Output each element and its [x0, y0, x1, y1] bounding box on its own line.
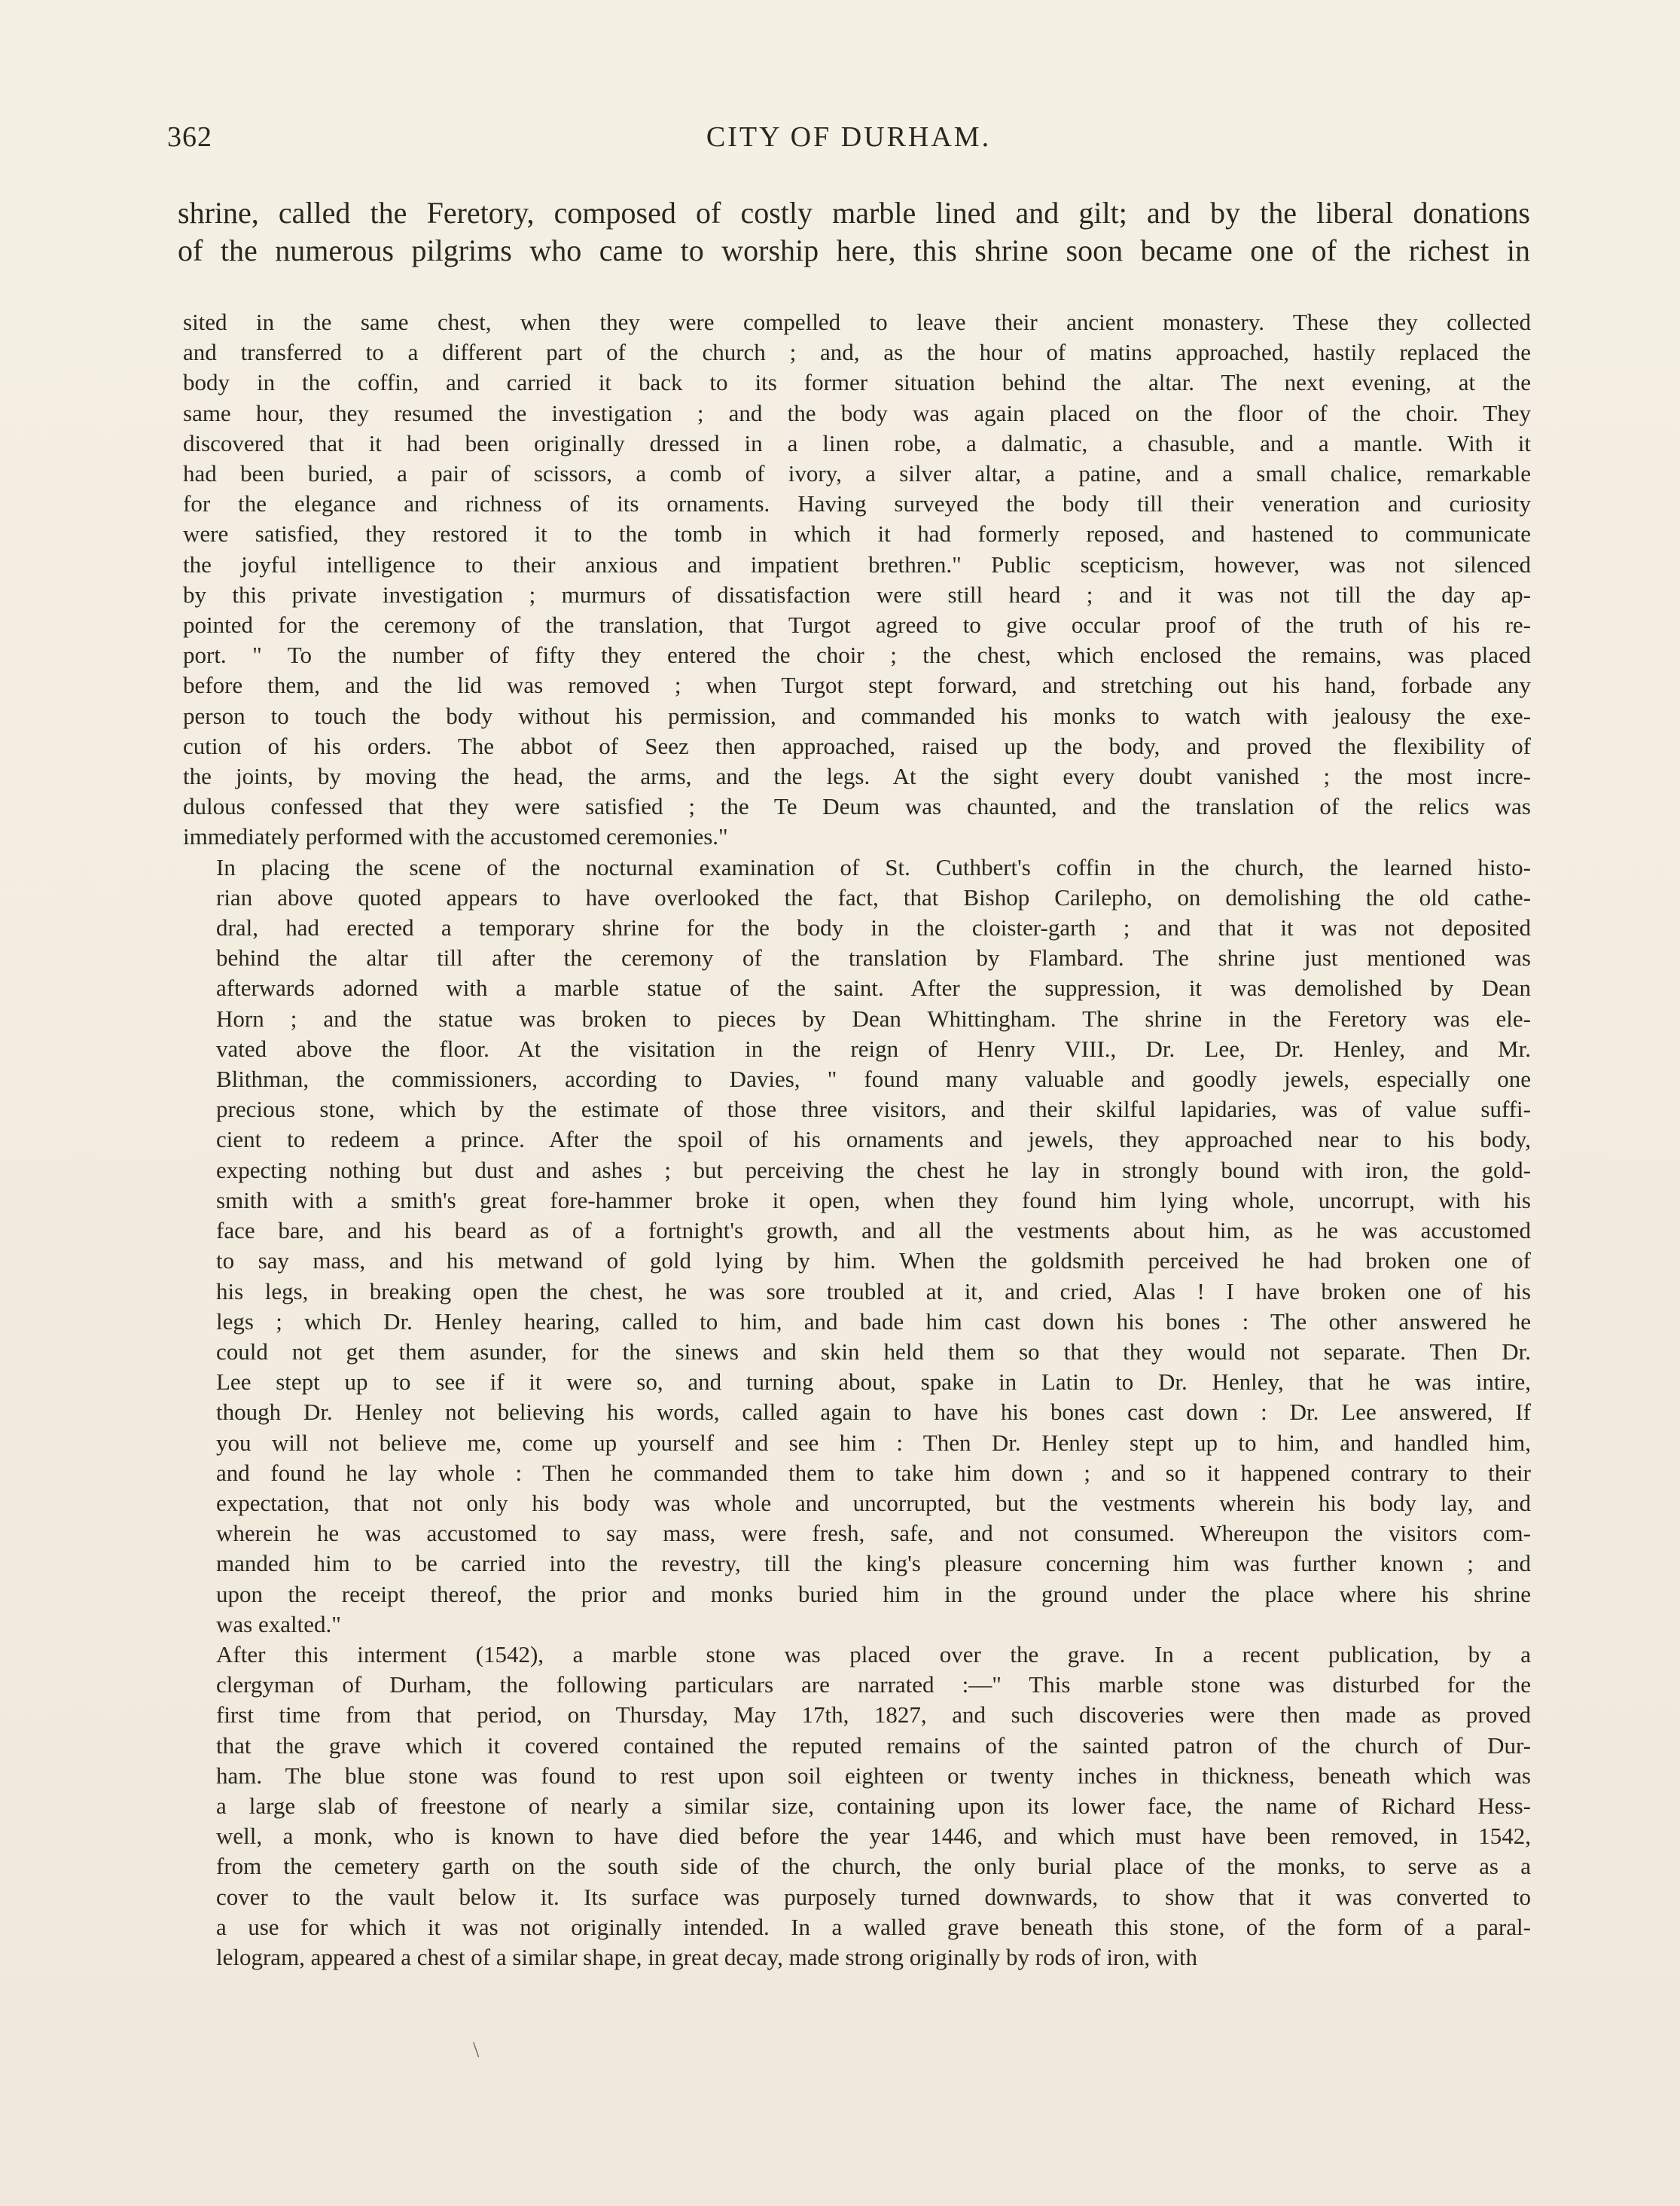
body-text [183, 307, 1531, 1973]
text-line: expecting nothing but dust and ashes ; but perceiving the chest he lay in strongly bound with iron, the gold- [216, 1156, 1531, 1183]
text-line: upon the receipt thereof, the prior and monks buried him in the ground under the place where his shrine [216, 1580, 1531, 1607]
text-line: smith with a smith's great fore-hammer broke it open, when they found him lying whole, uncorrupt, with his [216, 1186, 1531, 1213]
stray-mark: \ [473, 2037, 480, 2062]
text-line: clergyman of Durham, the following particulars are narrated :—" This marble stone was disturbed for the [216, 1671, 1531, 1698]
text-line: cover to the vault below it. Its surface was purposely turned downwards, to show that it was converted to [216, 1883, 1531, 1910]
text-line: the joyful intelligence to their anxious and impatient brethren." Public scepticism, however, was not silenced [183, 551, 1531, 578]
text-line: dulous confessed that they were satisfied ; the Te Deum was chaunted, and the translation of the relics was [183, 793, 1531, 820]
text-line: his legs, in breaking open the chest, he was sore troubled at it, and cried, Alas ! I have broken one of his [216, 1277, 1531, 1304]
text-line: pointed for the ceremony of the translation, that Turgot agreed to give occular proof of the truth of his re- [183, 612, 1531, 639]
text-line: lelogram, appeared a chest of a similar shape, in great decay, made strong originally by rods of iron, with [216, 1943, 1198, 1970]
text-line: well, a monk, who is known to have died before the year 1446, and which must have been removed, in 1542, [216, 1823, 1531, 1850]
text-line: immediately performed with the accustomed ceremonies." [183, 823, 728, 850]
paragraph-shrine-visitation [183, 853, 1531, 1640]
text-line: behind the altar till after the ceremony of the translation by Flambard. The shrine just mentioned was [216, 944, 1531, 972]
text-line: were satisfied, they restored it to the tomb in which it had formerly reposed, and hastened to communicate [183, 520, 1531, 548]
text-line: expectation, that not only his body was whole and uncorrupted, but the vestments wherein his body lay, and [216, 1489, 1531, 1516]
text-line: you will not believe me, come up yourself and see him : Then Dr. Henley stept up to him, and handled him, [216, 1429, 1531, 1456]
text-line: person to touch the body without his permission, and commanded his monks to watch with jealousy the exe- [183, 702, 1531, 729]
paragraph-continuation [183, 307, 1531, 853]
text-line: Lee stept up to see if it were so, and turning about, spake in Latin to Dr. Henley, that he was intire, [216, 1368, 1531, 1396]
text-line: had been buried, a pair of scissors, a comb of ivory, a silver altar, a patine, and a small chalice, remarkable [183, 460, 1531, 487]
text-line: port. " To the number of fifty they entered the choir ; the chest, which enclosed the remains, was placed [183, 642, 1531, 669]
text-line: In placing the scene of the nocturnal examination of St. Cuthbert's coffin in the church, the learned histo- [216, 853, 1531, 880]
text-line: before them, and the lid was removed ; when Turgot stept forward, and stretching out his hand, forbade any [183, 672, 1531, 699]
text-line: a use for which it was not originally intended. In a walled grave beneath this stone, of the form of a paral- [216, 1913, 1531, 1940]
text-line: though Dr. Henley not believing his words, called again to have his bones cast down : Dr. Lee answered, If [216, 1399, 1531, 1426]
text-line: cient to redeem a prince. After the spoil of his ornaments and jewels, they approached near to his body, [216, 1126, 1531, 1153]
page-title: CITY OF DURHAM. [706, 121, 992, 153]
text-line: sited in the same chest, when they were compelled to leave their ancient monastery. These they collected [183, 309, 1531, 335]
text-line: that the grave which it covered contained the reputed remains of the sainted patron of the church of Dur- [216, 1732, 1531, 1759]
text-line: to say mass, and his metwand of gold lying by him. When the goldsmith perceived he had broken one of [216, 1247, 1531, 1274]
text-line: from the cemetery garth on the south side of the church, the only burial place of the monks, to serve as a [216, 1853, 1531, 1880]
text-line: afterwards adorned with a marble statue of the saint. After the suppression, it was demolished by Dean [216, 975, 1531, 1002]
text-line: same hour, they resumed the investigation ; and the body was again placed on the floor of the choir. They [183, 399, 1531, 426]
text-line: precious stone, which by the estimate of those three visitors, and their skilful lapidaries, was of value suffi- [216, 1096, 1531, 1123]
text-line: was exalted." [216, 1610, 341, 1637]
text-line: and transferred to a different part of the church ; and, as the hour of matins approached, hastily replaced the [183, 339, 1531, 366]
lead-line: shrine, called the Feretory, composed of costly marble lined and gilt; and by the liberal donations [178, 196, 1530, 230]
text-line: a large slab of freestone of nearly a similar size, containing upon its lower face, the name of Richard Hess- [216, 1792, 1531, 1819]
text-line: rian above quoted appears to have overlooked the fact, that Bishop Carilepho, on demolishing the old cathe- [216, 883, 1531, 911]
lead-text [178, 194, 1530, 270]
text-line: wherein he was accustomed to say mass, were fresh, safe, and not consumed. Whereupon the visitors com- [216, 1520, 1531, 1547]
text-line: first time from that period, on Thursday, May 17th, 1827, and such discoveries were then made as proved [216, 1701, 1531, 1728]
paragraph-1827-discovery [183, 1640, 1531, 1973]
text-line: the joints, by moving the head, the arms, and the legs. At the sight every doubt vanished ; the most incre- [183, 763, 1531, 790]
lead-line: of the numerous pilgrims who came to worship here, this shrine soon became one of the richest in [178, 233, 1530, 267]
text-line: After this interment (1542), a marble stone was placed over the grave. In a recent publication, by a [216, 1640, 1531, 1667]
text-line: cution of his orders. The abbot of Seez then approached, raised up the body, and proved the flexibility of [183, 732, 1531, 759]
text-line: by this private investigation ; murmurs of dissatisfaction were still heard ; and it was not till the day ap- [183, 581, 1531, 608]
text-line: Blithman, the commissioners, according to Davies, " found many valuable and goodly jewels, especially one [216, 1066, 1531, 1093]
text-line: could not get them asunder, for the sinews and skin held them so that they would not separate. Then Dr. [216, 1338, 1531, 1365]
running-head [167, 121, 1530, 158]
text-line: for the elegance and richness of its ornaments. Having surveyed the body till their veneration and curiosity [183, 490, 1531, 517]
text-line: discovered that it had been originally dressed in a linen robe, a dalmatic, a chasuble, and a mantle. With it [183, 429, 1531, 456]
text-line: ham. The blue stone was found to rest upon soil eighteen or twenty inches in thickness, beneath which was [216, 1762, 1531, 1789]
text-line: face bare, and his beard as of a fortnight's growth, and all the vestments about him, as he was accustomed [216, 1217, 1531, 1244]
page-number: 362 [167, 121, 212, 153]
text-line: vated above the floor. At the visitation in the reign of Henry VIII., Dr. Lee, Dr. Henley, and Mr. [216, 1035, 1531, 1062]
text-line: Horn ; and the statue was broken to pieces by Dean Whittingham. The shrine in the Feretory was ele- [216, 1005, 1531, 1032]
text-line: manded him to be carried into the revestry, till the king's pleasure concerning him was further known ; and [216, 1550, 1531, 1577]
text-line: body in the coffin, and carried it back to its former situation behind the altar. The next evening, at the [183, 369, 1531, 396]
text-line: dral, had erected a temporary shrine for the body in the cloister-garth ; and that it was not deposited [216, 914, 1531, 941]
text-line: and found he lay whole : Then he commanded them to take him down ; and so it happened contrary to their [216, 1459, 1531, 1486]
text-line: legs ; which Dr. Henley hearing, called to him, and bade him cast down his bones : The other answered he [216, 1307, 1531, 1335]
